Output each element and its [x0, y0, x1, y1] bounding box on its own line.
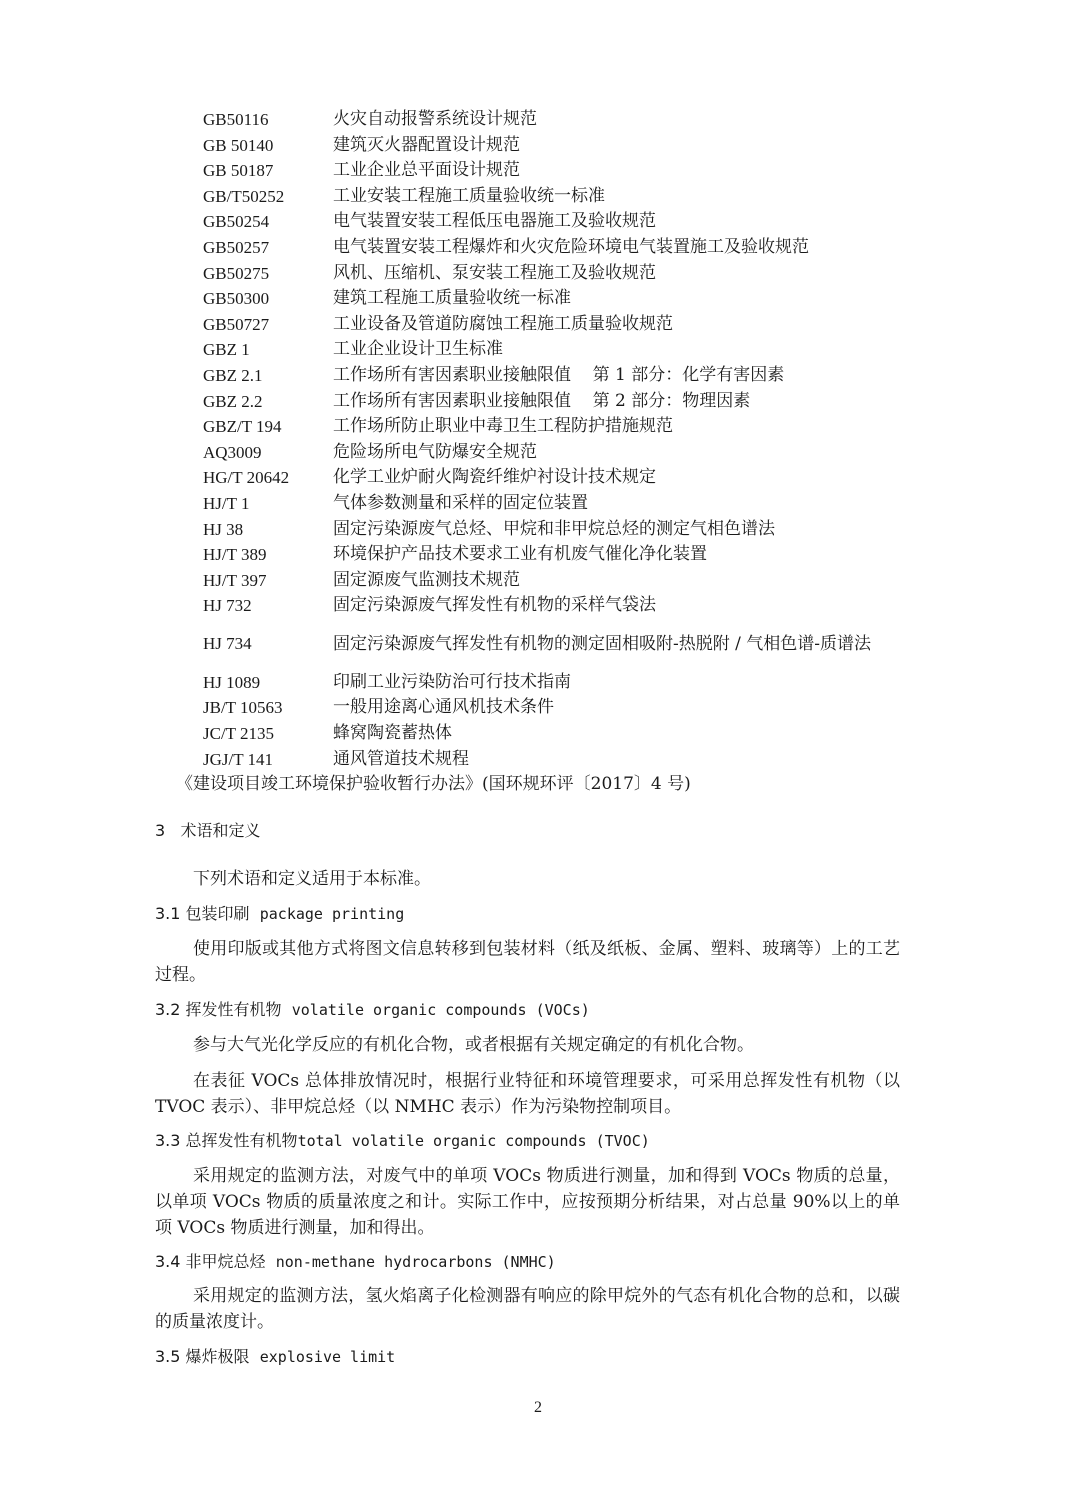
standard-row	[203, 414, 923, 440]
standard-title: 通风管道技术规程	[333, 748, 469, 769]
standard-title: 工作场所防止职业中毒卫生工程防护措施规范	[333, 416, 673, 437]
standard-row	[203, 721, 923, 747]
standard-title: 工业安装工程施工质量验收统一标准	[333, 185, 605, 206]
standard-title: 固定污染源废气挥发性有机物的测定固相吸附-热脱附 / 气相色谱-质谱法	[333, 634, 872, 655]
standard-code: GB50300	[203, 289, 270, 309]
standard-code: GBZ 2.2	[203, 391, 263, 411]
standard-code: HJ/T 389	[203, 545, 267, 565]
standard-title: 蜂窝陶瓷蓄热体	[333, 723, 452, 744]
standard-title: 化学工业炉耐火陶瓷纤维炉衬设计技术规定	[333, 467, 656, 488]
standard-title: 火灾自动报警系统设计规范	[333, 109, 537, 129]
standard-code: GB 50140	[203, 135, 274, 155]
standard-title: 工业设备及管道防腐蚀工程施工质量验收规范	[333, 313, 673, 334]
term-heading	[155, 1250, 556, 1274]
standard-row	[203, 440, 923, 466]
standard-code: AQ3009	[203, 442, 262, 462]
standard-title: 建筑工程施工质量验收统一标准	[333, 288, 571, 309]
standard-code: HJ/T 397	[203, 570, 267, 590]
standard-title: 风机、压缩机、泵安装工程施工及验收规范	[333, 262, 656, 283]
standard-row	[203, 517, 923, 543]
standard-code: HJ 732	[203, 596, 252, 616]
standard-row	[203, 312, 923, 338]
standard-code: GB50257	[203, 237, 270, 257]
standard-row	[203, 235, 923, 261]
standard-row	[203, 593, 923, 619]
standard-row	[203, 747, 923, 773]
standard-row	[203, 491, 923, 517]
term-zh: 挥发性有机物	[185, 1000, 282, 1019]
term-zh: 总挥发性有机物	[185, 1131, 298, 1150]
definition-paragraph: 采用规定的监测方法，对废气中的单项 VOCs 物质进行测量，加和得到 VOCs 物质的总量，以单项 VOCs 物质的质量浓度之和计。实际工作中，应按预期分析结果，对占总量 90%以上的单项 VOCs 物质进行测量，加和得出。	[155, 1166, 900, 1238]
standard-row	[203, 465, 923, 491]
definition-paragraph: 采用规定的监测方法，氢火焰离子化检测器有响应的除甲烷外的气态有机化合物的总和，以碳的质量浓度计。	[155, 1286, 900, 1332]
standard-code: GB/T50252	[203, 186, 285, 206]
section-number: 3	[155, 821, 166, 840]
standard-code: HJ 734	[203, 634, 252, 654]
standard-title: 工业企业总平面设计规范	[333, 160, 520, 181]
standard-code: HG/T 20642	[203, 468, 290, 488]
term-number: 3.4	[155, 1252, 181, 1271]
standard-title: 环境保护产品技术要求工业有机废气催化净化装置	[333, 544, 707, 565]
definition-paragraph: 参与大气光化学反应的有机化合物，或者根据有关规定确定的有机化合物。	[193, 1035, 754, 1055]
standard-title: 工作场所有害因素职业接触限值 第 1 部分：化学有害因素	[333, 364, 785, 385]
standard-row	[203, 542, 923, 568]
standard-row	[203, 389, 923, 415]
standard-code: GBZ/T 194	[203, 417, 282, 437]
standard-title: 电气装置安装工程爆炸和火灾危险环境电气装置施工及验收规范	[333, 236, 809, 257]
standard-row	[203, 363, 923, 389]
standard-code: JB/T 10563	[203, 698, 283, 718]
standard-code: HJ 1089	[203, 672, 261, 692]
standard-title: 固定污染源废气挥发性有机物的采样气袋法	[333, 595, 656, 616]
term-heading	[155, 1129, 650, 1153]
term-zh: 爆炸极限	[185, 1347, 250, 1366]
standard-title: 电气装置安装工程低压电器施工及验收规范	[333, 211, 656, 232]
term-number: 3.1	[155, 904, 181, 923]
term-zh: 包装印刷	[185, 904, 250, 923]
term-heading	[155, 998, 590, 1022]
standard-title: 工作场所有害因素职业接触限值 第 2 部分：物理因素	[333, 390, 751, 411]
standard-title: 工业企业设计卫生标准	[333, 339, 503, 360]
standards-list	[203, 107, 923, 772]
term-number: 3.2	[155, 1000, 181, 1019]
standard-title: 固定源废气监测技术规范	[333, 569, 520, 590]
standard-row	[203, 286, 923, 312]
standard-row	[203, 107, 923, 133]
standard-code: GB50275	[203, 263, 270, 283]
term-en: volatile organic compounds (VOCs)	[291, 1001, 590, 1019]
standard-title: 固定污染源废气总烃、甲烷和非甲烷总烃的测定气相色谱法	[333, 518, 775, 539]
standard-title: 一般用途离心通风机技术条件	[333, 697, 554, 718]
definition-paragraph: 使用印版或其他方式将图文信息转移到包装材料（纸及纸板、金属、塑料、玻璃等）上的工艺过程。	[155, 939, 900, 985]
standard-code: GBZ 2.1	[203, 365, 263, 385]
standard-row	[203, 133, 923, 159]
standard-row	[203, 619, 923, 670]
term-en: package printing	[259, 905, 405, 923]
term-number: 3.5	[155, 1347, 181, 1366]
term-number: 3.3	[155, 1131, 181, 1150]
standard-code: HJ 38	[203, 519, 244, 539]
standard-title: 气体参数测量和采样的固定位装置	[333, 492, 588, 513]
regulation-reference: 《建设项目竣工环境保护验收暂行办法》(国环规环评〔2017〕4 号)	[176, 774, 691, 794]
term-en: explosive limit	[259, 1348, 396, 1366]
standard-code: GB 50187	[203, 161, 274, 181]
standard-row	[203, 337, 923, 363]
definition-paragraph: 在表征 VOCs 总体排放情况时，根据行业特征和环境管理要求，可采用总挥发性有机物（以 TVOC 表示）、非甲烷总烃（以 NMHC 表示）作为污染物控制项目。	[155, 1071, 900, 1117]
term-en: non-methane hydrocarbons (NMHC)	[275, 1253, 556, 1271]
standard-title: 危险场所电气防爆安全规范	[333, 441, 537, 462]
standard-code: JC/T 2135	[203, 724, 275, 744]
standard-code: JGJ/T 141	[203, 749, 274, 769]
term-zh: 非甲烷总烃	[185, 1252, 266, 1271]
standard-row	[203, 261, 923, 287]
standard-code: GB50116	[203, 110, 269, 129]
standard-row	[203, 670, 923, 696]
term-heading	[155, 902, 404, 926]
standard-row	[203, 695, 923, 721]
page-number: 2	[534, 1399, 542, 1416]
term-en: total volatile organic compounds (TVOC)	[297, 1132, 650, 1150]
section-3-heading	[155, 819, 260, 843]
standard-row	[203, 568, 923, 594]
standard-code: HJ/T 1	[203, 493, 250, 513]
term-heading	[155, 1345, 395, 1369]
standard-code: GBZ 1	[203, 340, 250, 360]
standard-code: GB50727	[203, 314, 270, 334]
standard-title: 印刷工业污染防治可行技术指南	[333, 671, 571, 692]
standard-code: GB50254	[203, 212, 270, 232]
section-3-intro: 下列术语和定义适用于本标准。	[193, 869, 431, 889]
standard-title: 建筑灭火器配置设计规范	[333, 134, 520, 155]
standard-row	[203, 209, 923, 235]
section-title: 术语和定义	[180, 821, 261, 840]
standard-row	[203, 158, 923, 184]
standard-row	[203, 184, 923, 210]
